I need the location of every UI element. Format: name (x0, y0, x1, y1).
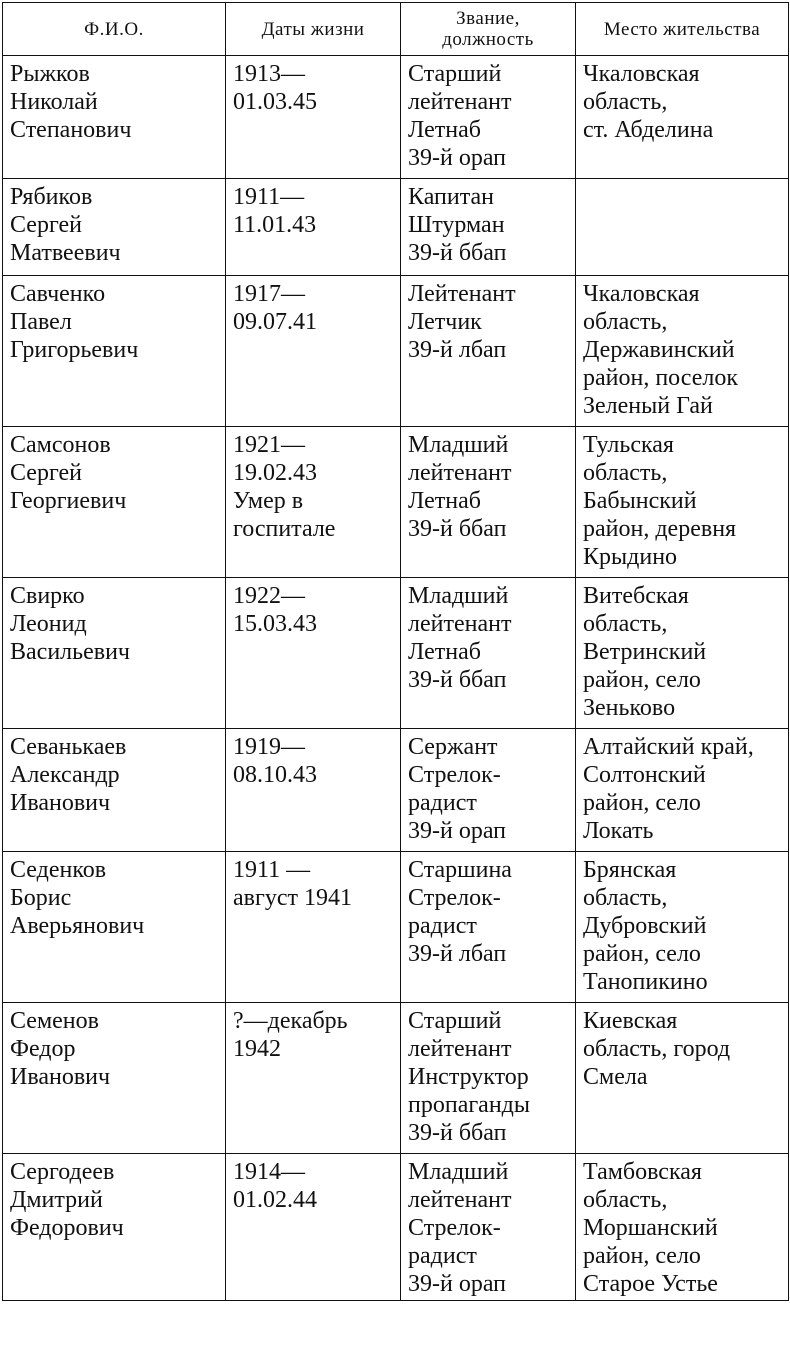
cell-name-line: Савченко (10, 281, 106, 307)
cell-rank-line: лейтенант (408, 460, 512, 486)
header-rank (401, 3, 576, 56)
table-row (3, 729, 789, 852)
cell-name (3, 179, 226, 276)
cell-place-line: область, (583, 460, 668, 486)
cell-rank (401, 729, 576, 852)
cell-rank-line: лейтенант (408, 1036, 512, 1062)
header-dates: Даты жизни (226, 3, 401, 56)
cell-place-line: район, село (583, 790, 701, 816)
cell-name-line: Григорьевич (10, 337, 139, 363)
cell-rank-line: Старший (408, 61, 502, 87)
cell-dates (226, 1154, 401, 1301)
cell-name-line: Георгиевич (10, 488, 127, 514)
cell-place-line: район, деревня (583, 516, 737, 542)
cell-rank-line: лейтенант (408, 611, 512, 637)
cell-name (3, 276, 226, 427)
cell-name-line: Николай (10, 89, 98, 115)
header-rank-line: Звание, (456, 8, 520, 29)
cell-place-line: Моршанский (583, 1215, 718, 1241)
cell-place-line: район, село (583, 667, 701, 693)
cell-name-line: Иванович (10, 1064, 111, 1090)
cell-rank-line: Летнаб (408, 488, 481, 514)
cell-name-line: Леонид (10, 611, 87, 637)
cell-name (3, 1003, 226, 1154)
table-row (3, 179, 789, 276)
cell-place-line: Солтонский (583, 762, 706, 788)
cell-rank-line: лейтенант (408, 1187, 512, 1213)
cell-place-line: Крыдино (583, 544, 678, 570)
cell-name-line: Федорович (10, 1215, 124, 1241)
cell-name-line: Александр (10, 762, 120, 788)
cell-dates-line: 15.03.43 (233, 611, 317, 637)
cell-place-line: Чкаловская (583, 281, 700, 307)
cell-dates (226, 729, 401, 852)
cell-dates-line: ?—декабрь (233, 1008, 348, 1034)
cell-place-line: область, (583, 89, 668, 115)
cell-name-line: Самсонов (10, 432, 111, 458)
cell-rank-line: Штурман (408, 212, 505, 238)
cell-rank (401, 1003, 576, 1154)
cell-dates (226, 427, 401, 578)
cell-rank-line: 39-й орап (408, 1271, 507, 1297)
table-row (3, 578, 789, 729)
cell-dates-line: госпитале (233, 516, 336, 542)
cell-place-line: Тульская (583, 432, 674, 458)
cell-rank (401, 179, 576, 276)
cell-rank-line: Младший (408, 1159, 509, 1185)
cell-rank-line: радист (408, 913, 477, 939)
header-row (3, 3, 789, 56)
cell-place (576, 179, 789, 276)
cell-place-line: Смела (583, 1064, 648, 1090)
cell-dates-line: 01.02.44 (233, 1187, 317, 1213)
cell-dates-line: 1911— (233, 184, 305, 210)
cell-rank-line: Капитан (408, 184, 494, 210)
cell-place-line: область, (583, 885, 668, 911)
cell-rank-line: Инструктор (408, 1064, 529, 1090)
cell-name-line: Степанович (10, 117, 132, 143)
cell-place (576, 729, 789, 852)
cell-dates-line: Умер в (233, 488, 304, 514)
cell-dates-line: 1922— (233, 583, 305, 609)
cell-rank-line: 39-й ббап (408, 667, 507, 693)
table-row (3, 852, 789, 1003)
cell-rank-line: Стрелок- (408, 1215, 501, 1241)
cell-dates-line: 01.03.45 (233, 89, 317, 115)
cell-name (3, 427, 226, 578)
cell-rank-line: радист (408, 1243, 477, 1269)
cell-rank-line: Лейтенант (408, 281, 516, 307)
cell-dates (226, 56, 401, 179)
table-row (3, 427, 789, 578)
cell-rank-line: Стрелок- (408, 885, 501, 911)
cell-place (576, 276, 789, 427)
cell-rank-line: 39-й ббап (408, 1120, 507, 1146)
cell-name-line: Семенов (10, 1008, 99, 1034)
cell-name-line: Рябиков (10, 184, 93, 210)
cell-rank (401, 1154, 576, 1301)
cell-dates-line: 1919— (233, 734, 305, 760)
cell-place-line: Алтайский край, (583, 734, 754, 760)
cell-place-line: Брянская (583, 857, 677, 883)
cell-dates-line: 1914— (233, 1159, 305, 1185)
table-row (3, 276, 789, 427)
cell-name-line: Рыжков (10, 61, 90, 87)
cell-dates-line: 08.10.43 (233, 762, 317, 788)
cell-place-line: Локать (583, 818, 654, 844)
cell-place-line: Зеленый Гай (583, 393, 713, 419)
table-row (3, 56, 789, 179)
cell-name-line: Матвеевич (10, 240, 121, 266)
cell-place-line: область, (583, 611, 668, 637)
cell-name-line: Седенков (10, 857, 107, 883)
cell-rank-line: Старший (408, 1008, 502, 1034)
cell-rank-line: радист (408, 790, 477, 816)
cell-place-line: область, город (583, 1036, 731, 1062)
cell-name-line: Свирко (10, 583, 85, 609)
cell-rank-line: Стрелок- (408, 762, 501, 788)
cell-name-line: Сергей (10, 460, 82, 486)
cell-place-line: Бабынский (583, 488, 697, 514)
cell-name (3, 852, 226, 1003)
cell-place-line: Старое Устье (583, 1271, 718, 1297)
cell-name-line: Иванович (10, 790, 111, 816)
table-row (3, 1003, 789, 1154)
cell-rank-line: пропаганды (408, 1092, 531, 1118)
cell-rank-line: 39-й лбап (408, 337, 507, 363)
cell-place-line: область, (583, 309, 668, 335)
cell-dates-line: 1917— (233, 281, 305, 307)
cell-place-line: Витебская (583, 583, 689, 609)
cell-dates (226, 1003, 401, 1154)
cell-rank-line: Младший (408, 432, 509, 458)
cell-place-line: Киевская (583, 1008, 678, 1034)
cell-dates-line: 1913— (233, 61, 305, 87)
cell-rank (401, 852, 576, 1003)
cell-place-line: Державинский (583, 337, 735, 363)
cell-name (3, 729, 226, 852)
cell-rank-line: 39-й орап (408, 145, 507, 171)
cell-dates-line: 1942 (233, 1036, 281, 1062)
cell-dates-line: 09.07.41 (233, 309, 317, 335)
cell-name (3, 1154, 226, 1301)
cell-dates (226, 276, 401, 427)
cell-place-line: Ветринский (583, 639, 707, 665)
cell-name-line: Васильевич (10, 639, 130, 665)
cell-place-line: район, поселок (583, 365, 739, 391)
cell-rank (401, 276, 576, 427)
cell-name-line: Аверьянович (10, 913, 145, 939)
cell-place-line: район, село (583, 1243, 701, 1269)
cell-place-line: Танопикино (583, 969, 708, 995)
cell-place (576, 427, 789, 578)
cell-rank-line: 39-й ббап (408, 516, 507, 542)
cell-dates-line: 1921— (233, 432, 305, 458)
cell-rank-line: Летнаб (408, 117, 481, 143)
cell-rank-line: Старшина (408, 857, 512, 883)
cell-rank-line: Летчик (408, 309, 482, 335)
cell-name-line: Севанькаев (10, 734, 127, 760)
cell-name-line: Борис (10, 885, 72, 911)
cell-place (576, 56, 789, 179)
cell-name (3, 56, 226, 179)
cell-rank-line: Сержант (408, 734, 498, 760)
cell-place (576, 852, 789, 1003)
cell-place-line: Зеньково (583, 695, 676, 721)
cell-name-line: Павел (10, 309, 72, 335)
cell-rank (401, 56, 576, 179)
cell-place-line: Чкаловская (583, 61, 700, 87)
cell-place-line: ст. Абделина (583, 117, 714, 143)
cell-name-line: Федор (10, 1036, 76, 1062)
cell-rank-line: Летнаб (408, 639, 481, 665)
cell-rank-line: Младший (408, 583, 509, 609)
cell-dates (226, 852, 401, 1003)
header-rank-line: должность (442, 29, 534, 50)
cell-rank (401, 427, 576, 578)
cell-place (576, 1003, 789, 1154)
cell-dates-line: 19.02.43 (233, 460, 317, 486)
cell-place-line: Тамбовская (583, 1159, 702, 1185)
cell-place-line: район, село (583, 941, 701, 967)
cell-name-line: Сергей (10, 212, 82, 238)
table-row (3, 1154, 789, 1301)
cell-dates (226, 578, 401, 729)
cell-rank-line: 39-й лбап (408, 941, 507, 967)
personnel-table (2, 2, 789, 1301)
cell-dates-line: август 1941 (233, 885, 352, 911)
cell-rank-line: 39-й ббап (408, 240, 507, 266)
cell-dates-line: 11.01.43 (233, 212, 317, 238)
cell-place-line: Дубровский (583, 913, 707, 939)
cell-name-line: Дмитрий (10, 1187, 103, 1213)
cell-name-line: Сергодеев (10, 1159, 115, 1185)
header-name: Ф.И.О. (3, 3, 226, 56)
cell-name (3, 578, 226, 729)
cell-place-line: область, (583, 1187, 668, 1213)
cell-rank-line: 39-й орап (408, 818, 507, 844)
cell-dates-line: 1911 — (233, 857, 311, 883)
cell-rank (401, 578, 576, 729)
cell-place (576, 578, 789, 729)
cell-place (576, 1154, 789, 1301)
cell-dates (226, 179, 401, 276)
header-place: Место жительства (576, 3, 789, 56)
cell-rank-line: лейтенант (408, 89, 512, 115)
